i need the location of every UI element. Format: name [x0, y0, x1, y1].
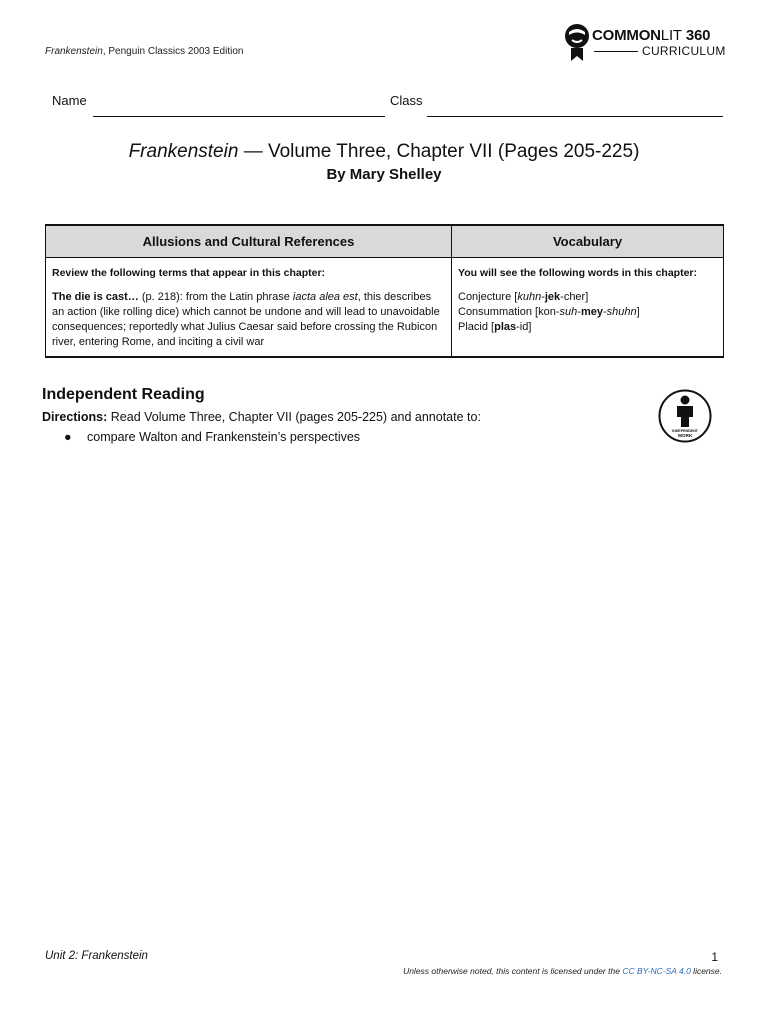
vocab-pronunciation-part: mey — [580, 306, 603, 318]
vocab-word: Placid — [458, 321, 488, 333]
unit-label: Unit 2: Frankenstein — [45, 950, 148, 962]
commonlit-logo-icon — [562, 22, 592, 62]
license-link[interactable]: CC BY-NC-SA 4.0 — [622, 966, 691, 976]
allusion-latin: iacta alea est — [292, 291, 358, 303]
vocabulary-lead: You will see the following words in this chapter: — [458, 267, 697, 279]
directions — [42, 410, 481, 424]
logo-common: COMMON — [592, 27, 661, 44]
vocab-word: Consummation — [458, 306, 532, 318]
vocab-word: Conjecture — [458, 291, 512, 303]
vocab-pronunciation-part: -id] — [516, 321, 532, 333]
vocab-pronunciation-part: [ — [491, 321, 495, 333]
name-field-line[interactable] — [93, 116, 385, 117]
annotation-bullet — [64, 430, 360, 444]
allusions-lead: Review the following terms that appear in this chapter: — [52, 267, 326, 279]
vocab-pronunciation-part: kuhn — [517, 291, 542, 303]
vocab-pronunciation-part: - — [577, 306, 581, 318]
directions-label: Directions: — [42, 410, 108, 424]
vocab-item — [458, 290, 717, 305]
edition-note — [45, 46, 243, 57]
vocab-item — [458, 320, 717, 335]
vocab-item — [458, 305, 717, 320]
vocab-pronunciation-part: suh — [559, 306, 578, 318]
allusion-text-2: , this describes an action (like rolling dice) which cannot be undone and will lead to unavoidable consequences; reportedly what Julius Caesar said before crossing the Rubicon river, entering Rome, and inciting a civil war — [52, 291, 440, 348]
vocabulary-cell — [452, 258, 724, 358]
logo-360: 360 — [685, 27, 711, 44]
independent-reading-heading: Independent Reading — [42, 386, 205, 403]
edition-book-title: Frankenstein — [45, 46, 103, 57]
allusion-term: The die is cast… — [52, 291, 139, 303]
title-chapter: — Volume Three, Chapter VII (Pages 205-225) — [238, 141, 640, 162]
allusion-entry — [52, 290, 445, 350]
independent-work-icon — [658, 389, 712, 443]
bullet-dot: ● — [64, 430, 72, 444]
icon-text-independent: INDEPENDENT — [672, 429, 698, 433]
class-label: Class — [390, 93, 423, 108]
author-line: By Mary Shelley — [326, 166, 442, 183]
vocab-pronunciation-part: [ — [514, 291, 518, 303]
vocab-pronunciation-part: - — [602, 306, 607, 318]
vocab-pronunciation-part: -cher] — [560, 291, 589, 303]
icon-text-work: WORK — [677, 433, 693, 438]
bullet-text: compare Walton and Frankenstein’s perspectives — [87, 430, 361, 444]
reference-table — [45, 224, 724, 358]
license-post: license. — [690, 966, 722, 976]
logo-rule — [594, 51, 638, 52]
allusion-text-1: (p. 218): from the Latin phrase — [138, 291, 293, 303]
vocab-pronunciation-part: plas — [494, 321, 517, 333]
vocab-pronunciation-part: jek — [544, 291, 561, 303]
vocab-pronunciation-part: shuhn — [606, 306, 637, 318]
page-number: 1 — [711, 950, 718, 964]
logo-lit: LIT — [660, 27, 682, 44]
allusions-header: Allusions and Cultural References — [46, 225, 452, 258]
page-title — [0, 141, 768, 163]
vocabulary-list — [458, 290, 717, 335]
logo-wordmark — [592, 27, 710, 44]
commonlit-logo — [562, 22, 724, 64]
vocab-pronunciation-part: ] — [636, 306, 640, 318]
vocab-pronunciation-part: - — [541, 291, 545, 303]
license-pre: Unless otherwise noted, this content is licensed under the — [403, 966, 623, 976]
allusions-cell — [46, 258, 452, 358]
class-field-line[interactable] — [427, 116, 723, 117]
license-note — [200, 966, 722, 976]
edition-details: , Penguin Classics 2003 Edition — [102, 46, 244, 57]
directions-text: Read Volume Three, Chapter VII (pages 205-225) and annotate to: — [107, 410, 481, 424]
title-book: Frankenstein — [128, 141, 239, 162]
vocabulary-header: Vocabulary — [452, 225, 724, 258]
name-label: Name — [52, 93, 87, 108]
logo-curriculum: CURRICULUM — [642, 44, 726, 58]
vocab-pronunciation-part: [kon- — [535, 306, 560, 318]
